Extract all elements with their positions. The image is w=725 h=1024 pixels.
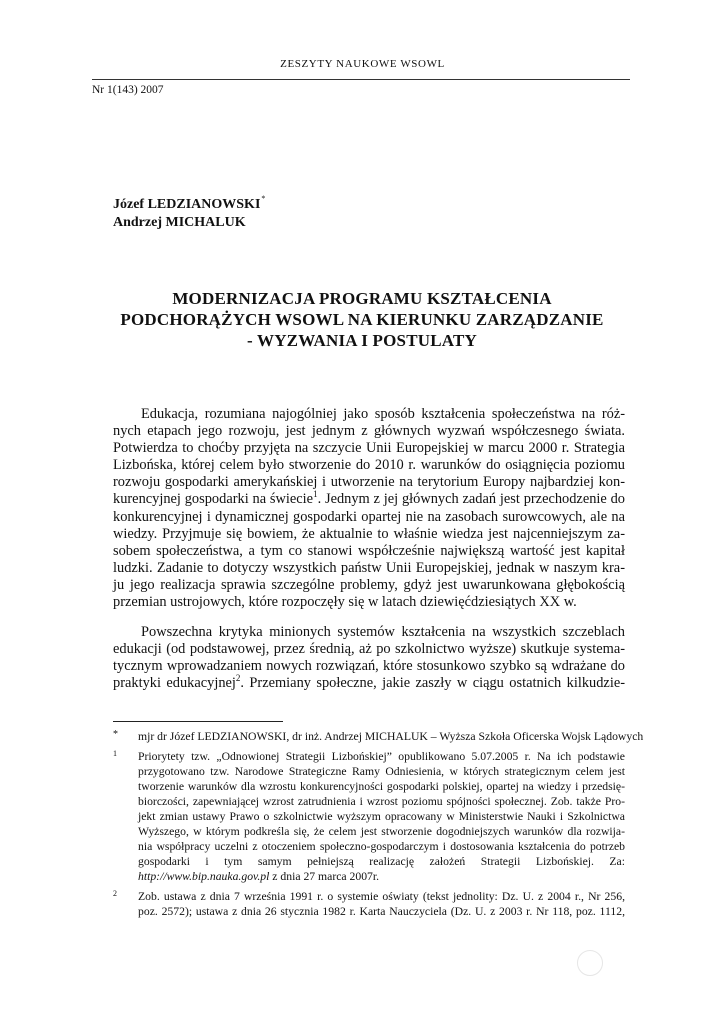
author-2: Andrzej MICHALUK	[113, 215, 246, 230]
footnote-2	[113, 889, 625, 919]
watermark-logo	[577, 950, 603, 976]
text-line: Lizbońska, której celem było stworzenie do 2010 r. warunków do osiągnięcia poziomu	[113, 457, 625, 474]
header-rule	[92, 79, 630, 80]
footnote-ref-1[interactable]: 1	[313, 489, 318, 500]
footnote-author	[113, 729, 644, 744]
title-line-2: PODCHORĄŻYCH WSOWL NA KIERUNKU ZARZĄDZANIE	[120, 310, 604, 329]
footnote-separator	[113, 721, 283, 722]
footnote-line	[138, 869, 625, 884]
footnote-line: przygotowano tzw. Narodowe Strategiczne Ramy Odniesienia, w których strategicznym celem jest	[138, 765, 625, 778]
text-line: Potwierdza to choćby przyjęta na szczycie Unii Europejskiej w marcu 2000 r. Strategia	[113, 440, 625, 457]
author-1	[113, 190, 265, 214]
footnote-1	[113, 749, 625, 884]
footnote-line: Priorytety tzw. „Odnowionej Strategii Lizbońskiej” opublikowano 5.07.2005 r. Na ich podstawie	[138, 750, 625, 763]
text-line: ludzki. Zadanie to dotyczy wszystkich państw Unii Europejskiej, jednak w naszym kra-	[113, 559, 625, 576]
text-line: Edukacja, rozumiana najogólniej jako sposób kształcenia społeczeństwa na róż-	[141, 406, 625, 422]
footnote-line: tworzenie warunków dla wzrostu konkurencyjności gospodarki polskiej, opartej na wiedzy i przedsię-	[138, 780, 625, 793]
footnote-mark: *	[113, 729, 118, 740]
paragraph-2	[113, 624, 625, 692]
source-link[interactable]: http://www.bip.nauka.gov.pl	[138, 870, 270, 883]
text-line: tycznym wprowadzaniem nowych rozwiązań, które stosunkowo szybko są wdrażane do	[113, 658, 625, 675]
title-line-1: MODERNIZACJA PROGRAMU KSZTAŁCENIA	[172, 289, 552, 308]
footnote-line: biorczości, zapewniającej wzrost zatrudnienia i wzrost poziomu spójności społecznej. Zob. także Pro-	[138, 795, 625, 808]
footnote-line: gospodarki i tym samym pełniejszą realizację założeń Strategii Lizbońskiej. Za:	[138, 855, 625, 868]
text-line: sobem społeczeństwa, a tym co stanowi współcześnie największą wartość jest kapitał	[113, 542, 625, 559]
text-line: konkurencyjnej i dynamicznej gospodarki opartej nie na zasobach surowcowych, ale na	[113, 508, 625, 525]
article-body	[113, 406, 625, 693]
footnote-line: poz. 2572); ustawa z dnia 26 stycznia 1982 r. Karta Nauczyciela (Dz. U. z 2003 r. Nr 118, poz. 1112,	[138, 905, 625, 918]
text-segment: . Przemiany społeczne, jakie zaszły w ciągu ostatnich kilkudzie-	[240, 675, 626, 692]
text-line: przemian ustrojowych, które rozpoczęły się w latach dziewięćdziesiątych XX w.	[113, 594, 577, 611]
text-segment: praktyki edukacyjnej	[113, 675, 236, 692]
text-line	[113, 675, 625, 692]
author-1-footnote-mark: *	[261, 194, 266, 203]
author-block	[113, 190, 265, 232]
footnote-line: jekt zmian ustawy Prawo o szkolnictwie wyższym opracowany w Ministerstwie Nauki i Szkolnictwa	[138, 810, 625, 823]
footnote-line: Zob. ustawa z dnia 7 września 1991 r. o systemie oświaty (tekst jednolity: Dz. U. z 2004 r., Nr 256,	[138, 890, 625, 903]
footnote-line: mjr dr Józef LEDZIANOWSKI, dr inż. Andrzej MICHALUK – Wyższa Szkoła Oficerska Wojsk Lądowych	[138, 730, 644, 743]
text-line: rozwoju gospodarki amerykańskiej i utworzenie na terytorium Europy najbardziej kon-	[113, 474, 625, 491]
footnotes	[113, 729, 644, 924]
footnote-line: Wyższego, w którym podkreśla się, że celem jest stworzenie dogodniejszych warunków dla rozwija-	[138, 825, 625, 838]
text-line: ju jego realizacja sprawia szczególne problemy, gdyż jest uwarunkowana głębokością	[113, 576, 625, 593]
running-header: ZESZYTY NAUKOWE WSOWL	[280, 58, 445, 70]
text-line: nych etapach jego rozwoju, jest jednym z głównych wyzwań współczesnego świata.	[113, 423, 625, 440]
author-1-name: Józef LEDZIANOWSKI	[113, 197, 261, 212]
footnote-mark: 2	[113, 889, 117, 898]
paragraph-1	[113, 406, 625, 611]
article-title	[92, 288, 632, 351]
text-segment: kurencyjnej gospodarki na świecie	[113, 491, 314, 508]
text-segment: z dnia 27 marca 2007r.	[269, 870, 380, 883]
title-line-3: - WYZWANIA I POSTULATY	[246, 331, 477, 350]
text-line	[113, 491, 625, 508]
footnote-line: nia współpracy uczelni z otoczeniem społeczno-gospodarczym i dostosowania kształcenia do potrzeb	[138, 840, 625, 853]
text-segment: . Jednym z jej głównych zadań jest przechodzenie do	[317, 491, 625, 508]
text-line: Powszechna krytyka minionych systemów kształcenia na wszystkich szczeblach	[141, 624, 625, 641]
issue-number: Nr 1(143) 2007	[92, 84, 164, 96]
footnote-mark: 1	[113, 749, 117, 758]
text-line: edukacji (od podstawowej, przez średnią, aż po szkolnictwo wyższe) skutkuje systema-	[113, 641, 625, 658]
text-line: wiedzy. Przyjmuje się bowiem, że aktualnie to właśnie wiedza jest najcenniejszym za-	[113, 525, 625, 542]
footnote-ref-2[interactable]: 2	[235, 673, 241, 684]
